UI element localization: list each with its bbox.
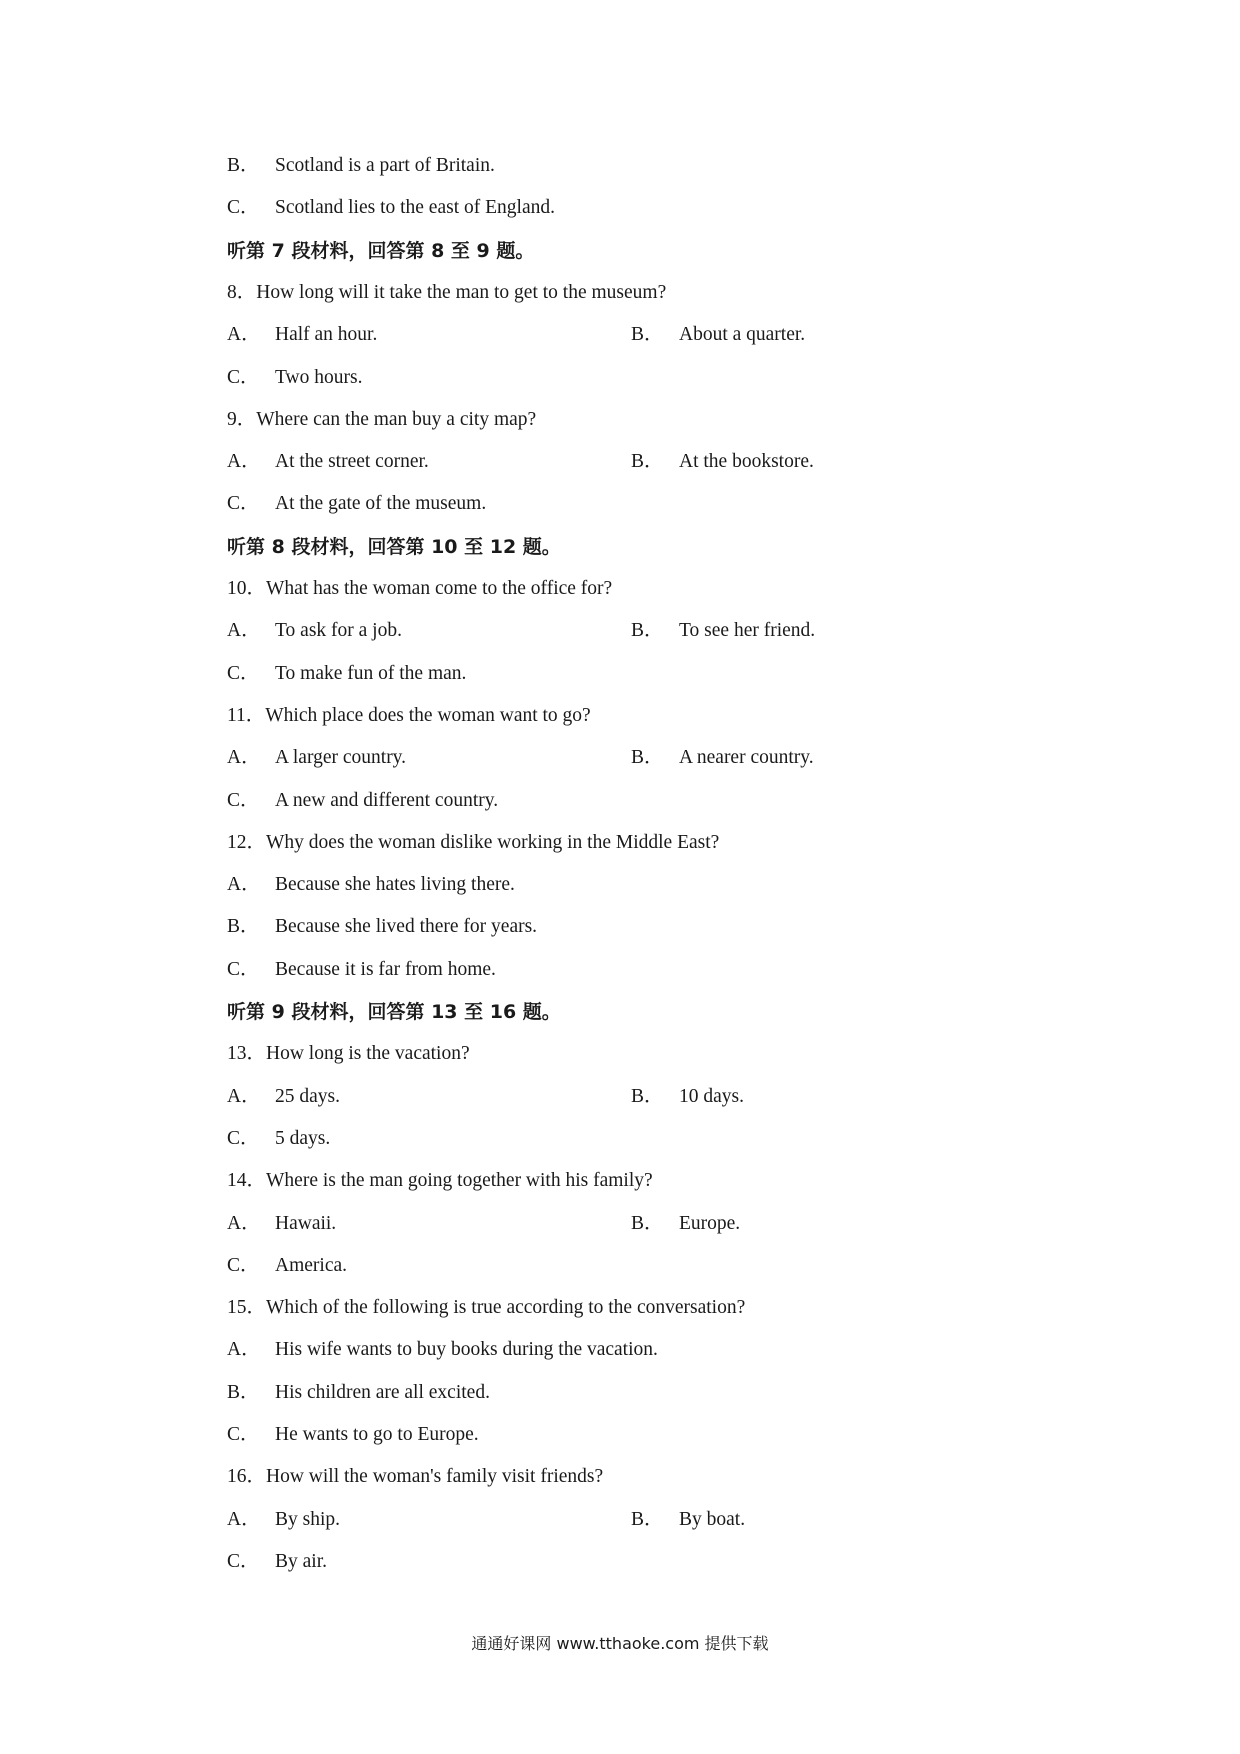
option	[227, 662, 466, 686]
option-text: Scotland lies to the east of England.	[275, 197, 555, 218]
option-text: To ask for a job.	[275, 620, 402, 641]
option-letter: A．	[227, 324, 261, 345]
option-text: By air.	[275, 1551, 327, 1572]
option	[227, 196, 555, 220]
option-letter: B．	[631, 1086, 664, 1107]
page-footer: 通通好课网 www.tthaoke.com 提供下载	[471, 1634, 769, 1653]
option	[227, 1085, 340, 1109]
option-text: At the gate of the museum.	[275, 493, 487, 514]
option-letter: A．	[227, 747, 261, 768]
option	[631, 1212, 740, 1236]
option-letter: B．	[227, 1382, 260, 1403]
question-text: How will the woman's family visit friends?	[266, 1466, 604, 1487]
option-text: A new and different country.	[275, 790, 499, 811]
question-number: 11．	[227, 705, 266, 726]
option-letter: B．	[631, 747, 664, 768]
option-text: At the street corner.	[275, 451, 429, 472]
option	[631, 323, 805, 347]
option	[227, 619, 402, 643]
section-heading: 听第 9 段材料，回答第 13 至 16 题。	[227, 1001, 561, 1023]
option-letter: C．	[227, 197, 260, 218]
option-letter: C．	[227, 1128, 260, 1149]
option-text: Because she hates living there.	[275, 874, 515, 895]
question-number: 16．	[227, 1466, 267, 1487]
option-text: 10 days.	[679, 1086, 744, 1107]
option	[227, 915, 537, 939]
question	[227, 408, 536, 432]
question-number: 10．	[227, 578, 267, 599]
option	[227, 154, 495, 178]
option-text: A nearer country.	[679, 747, 814, 768]
question	[227, 1042, 470, 1066]
option-letter: C．	[227, 959, 260, 980]
option	[227, 789, 498, 813]
option-letter: B．	[631, 324, 664, 345]
option-letter: A．	[227, 451, 261, 472]
option-letter: B．	[631, 451, 664, 472]
option-letter: B．	[631, 1213, 664, 1234]
option-text: He wants to go to Europe.	[275, 1424, 479, 1445]
option-text: Scotland is a part of Britain.	[275, 155, 495, 176]
option	[631, 450, 814, 474]
question-text: Why does the woman dislike working in the Middle East?	[266, 832, 720, 853]
option	[631, 619, 815, 643]
option-text: At the bookstore.	[679, 451, 814, 472]
option-letter: C．	[227, 1551, 260, 1572]
option-text: Half an hour.	[275, 324, 378, 345]
option-text: His children are all excited.	[275, 1382, 490, 1403]
question-text: Where is the man going together with his family?	[266, 1170, 653, 1191]
option-text: Europe.	[679, 1213, 741, 1234]
section-heading: 听第 8 段材料，回答第 10 至 12 题。	[227, 536, 561, 558]
question	[227, 577, 612, 601]
question	[227, 704, 591, 728]
question-text: How long is the vacation?	[266, 1043, 470, 1064]
option-letter: A．	[227, 874, 261, 895]
option-letter: C．	[227, 367, 260, 388]
option-letter: B．	[227, 155, 260, 176]
question	[227, 281, 666, 305]
question-text: Which place does the woman want to go?	[265, 705, 591, 726]
option	[227, 1423, 479, 1447]
option-text: Because she lived there for years.	[275, 916, 538, 937]
option	[227, 1338, 658, 1362]
option-letter: C．	[227, 663, 260, 684]
question	[227, 831, 719, 855]
question-text: How long will it take the man to get to the museum?	[256, 282, 667, 303]
option-letter: C．	[227, 1255, 260, 1276]
option-letter: B．	[631, 620, 664, 641]
option-text: By ship.	[275, 1509, 341, 1530]
option-letter: B．	[631, 1509, 664, 1530]
option-text: His wife wants to buy books during the vacation.	[275, 1339, 658, 1360]
option-text: A larger country.	[275, 747, 407, 768]
option-text: To make fun of the man.	[275, 663, 467, 684]
question	[227, 1169, 653, 1193]
option	[227, 492, 486, 516]
option-letter: C．	[227, 1424, 260, 1445]
option-letter: A．	[227, 620, 261, 641]
option-letter: A．	[227, 1086, 261, 1107]
option	[227, 873, 515, 897]
option-letter: A．	[227, 1509, 261, 1530]
question-text: Which of the following is true according to the conversation?	[266, 1297, 746, 1318]
question-text: What has the woman come to the office for?	[266, 578, 613, 599]
question-number: 9．	[227, 409, 257, 430]
option-text: 5 days.	[275, 1128, 331, 1149]
option	[227, 1381, 490, 1405]
option	[227, 366, 362, 390]
option	[227, 1127, 330, 1151]
option	[227, 746, 406, 770]
option	[227, 1212, 336, 1236]
option	[227, 1550, 327, 1574]
option	[227, 958, 496, 982]
option-text: About a quarter.	[679, 324, 806, 345]
option-text: 25 days.	[275, 1086, 340, 1107]
question	[227, 1465, 603, 1489]
option	[631, 746, 814, 770]
option	[227, 1254, 347, 1278]
question-number: 15．	[227, 1297, 267, 1318]
question-text: Where can the man buy a city map?	[256, 409, 537, 430]
option-letter: A．	[227, 1339, 261, 1360]
option-text: To see her friend.	[679, 620, 816, 641]
option	[227, 323, 377, 347]
option-letter: B．	[227, 916, 260, 937]
question-number: 14．	[227, 1170, 267, 1191]
option-letter: A．	[227, 1213, 261, 1234]
option-text: By boat.	[679, 1509, 746, 1530]
option-text: Hawaii.	[275, 1213, 337, 1234]
question	[227, 1296, 745, 1320]
option-letter: C．	[227, 790, 260, 811]
question-number: 8．	[227, 282, 257, 303]
option	[227, 1508, 340, 1532]
option	[631, 1085, 744, 1109]
question-number: 12．	[227, 832, 267, 853]
option	[227, 450, 429, 474]
option-text: Because it is far from home.	[275, 959, 496, 980]
question-number: 13．	[227, 1043, 267, 1064]
option-text: America.	[275, 1255, 348, 1276]
option-text: Two hours.	[275, 367, 363, 388]
section-heading: 听第 7 段材料，回答第 8 至 9 题。	[227, 240, 535, 262]
option-letter: C．	[227, 493, 260, 514]
option	[631, 1508, 745, 1532]
